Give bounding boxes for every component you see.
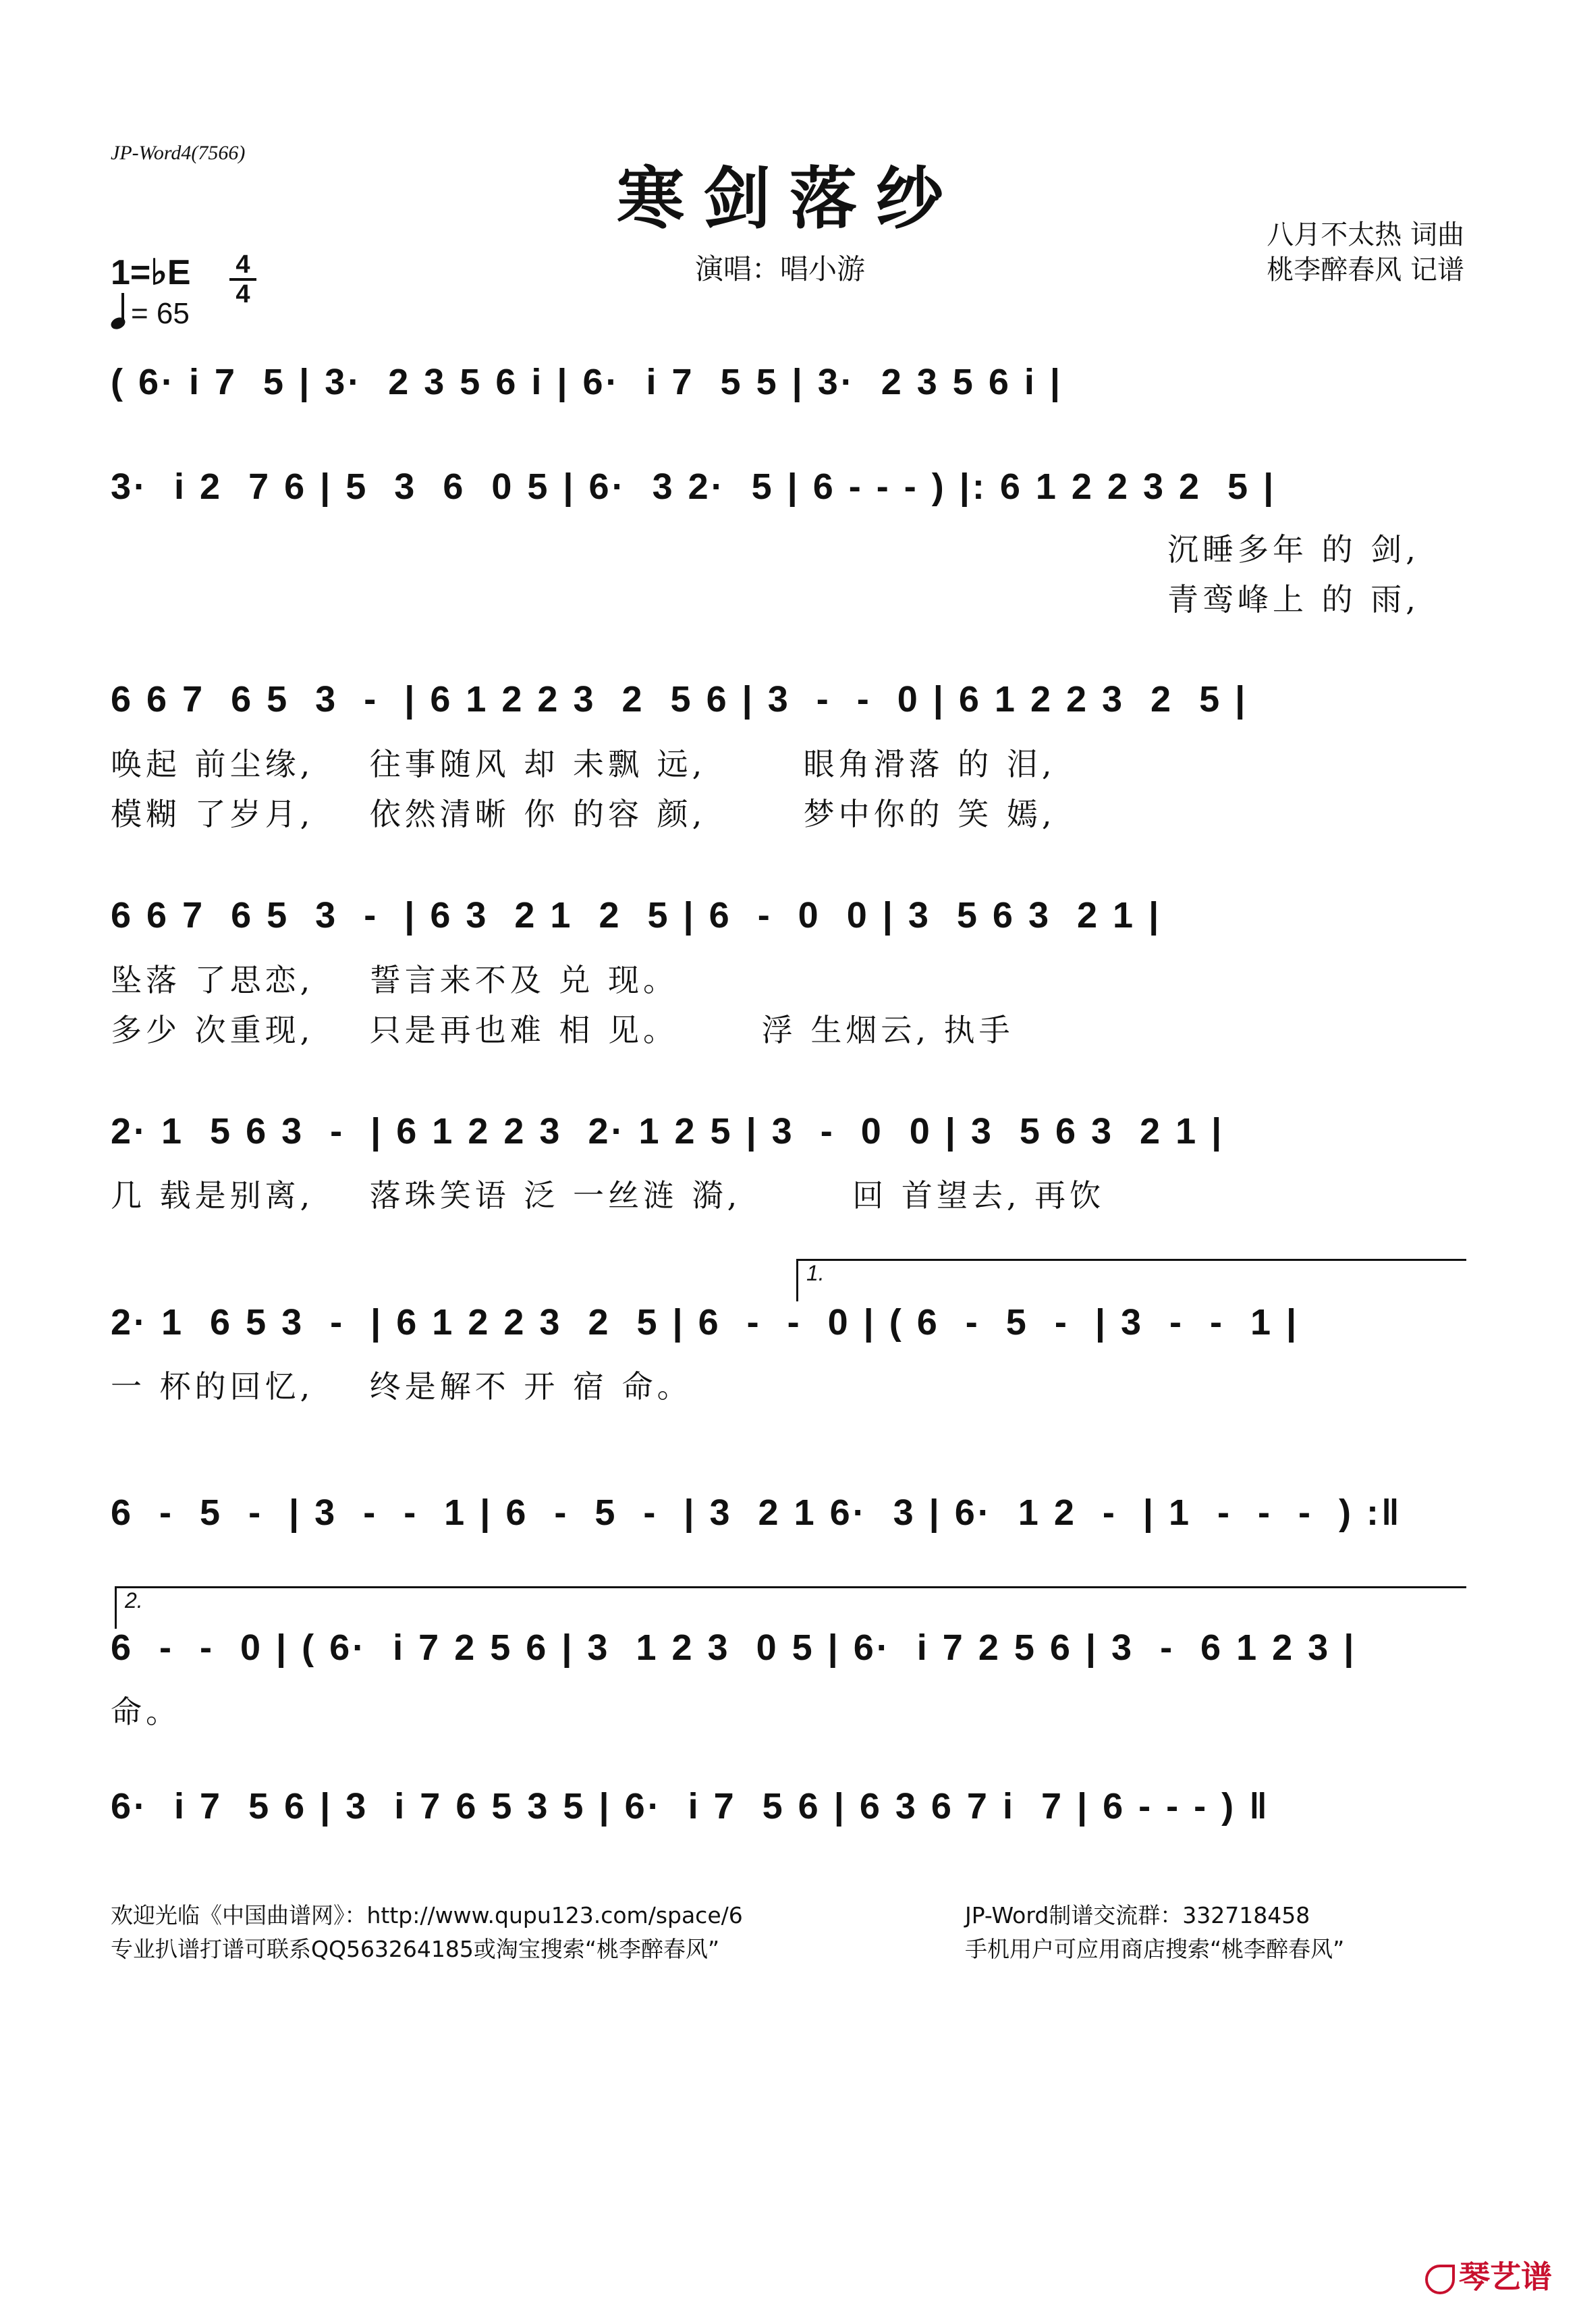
time-signature [229, 252, 256, 306]
lyric-system-3-verse-1: 唤起 前尘缘, 往事随风 却 未飘 远, 眼角滑落 的 泪, [111, 746, 1056, 782]
tempo-value: = 65 [131, 297, 190, 330]
site-watermark [1425, 2252, 1552, 2297]
lyric-system-6: 一 杯的回忆, 终是解不 开 宿 命。 [111, 1368, 692, 1405]
music-system-8: 6 - - 0 | ( 6· i 7 2 5 6 | 3 1 2 3 0 5 | 6· i 7 2 5 6 | 3 - 6 1 2 3 | [111, 1627, 1357, 1668]
lyric-system-4-verse-2: 多少 次重现, 只是再也难 相 见。 浮 生烟云, 执手 [111, 1012, 1014, 1048]
watermark-logo-icon [1425, 2265, 1455, 2294]
music-system-1: ( 6· i 7 5 | 3· 2 3 5 6 i | 6· i 7 5 5 | 3· 2 3 5 6 i | [111, 362, 1063, 402]
lyric-system-3-verse-2: 模糊 了岁月, 依然清晰 你 的容 颜, 梦中你的 笑 嫣, [111, 796, 1056, 832]
key-signature: 1=♭E [111, 253, 191, 292]
song-title: 寒剑落纱 [617, 159, 962, 238]
credit-transcriber: 桃李醉春风 记谱 [1267, 254, 1464, 286]
lyric-system-5: 几 载是别离, 落珠笑语 泛 一丝涟 漪, 回 首望去, 再饮 [111, 1177, 1105, 1214]
footer-website: 欢迎光临《中国曲谱网》：http://www.qupu123.com/space/6 [111, 1902, 743, 1928]
volta-first-label: 1. [806, 1261, 825, 1285]
quarter-note-icon [109, 315, 128, 331]
lyric-system-2-verse-1: 沉睡多年 的 剑, [1167, 531, 1420, 568]
volta-second-ending [115, 1586, 1466, 1629]
music-system-6: 2· 1 6 5 3 - | 6 1 2 2 3 2 5 | 6 - - 0 | ( 6 - 5 - | 3 - - 1 | [111, 1302, 1300, 1343]
quarter-note-stem [121, 293, 124, 325]
time-signature-top: 4 [236, 250, 250, 279]
software-tag: JP-Word4(7566) [111, 142, 246, 164]
music-system-4: 6 6 7 6 5 3 - | 6 3 2 1 2 5 | 6 - 0 0 | 3 5 6 3 2 1 | [111, 895, 1162, 936]
time-signature-bottom: 4 [236, 280, 250, 308]
footer-mobile: 手机用户可应用商店搜索“桃李醉春风” [965, 1936, 1345, 1962]
credit-lyrics-composer: 八月不太热 词曲 [1267, 219, 1464, 250]
music-system-7: 6 - 5 - | 3 - - 1 | 6 - 5 - | 3 2 1 6· 3 | 6· 1 2 - | 1 - - - ) :‖ [111, 1492, 1402, 1533]
singer-credit: 演唱：唱小游 [695, 252, 866, 286]
lyric-system-8: 命。 [111, 1694, 181, 1730]
music-system-2: 3· i 2 7 6 | 5 3 6 0 5 | 6· 3 2· 5 | 6 - - - ) |: 6 1 2 2 3 2 5 | [111, 466, 1277, 507]
footer-contact: 专业扒谱打谱可联系QQ563264185或淘宝搜索“桃李醉春风” [111, 1936, 720, 1962]
volta-second-label: 2. [125, 1588, 143, 1613]
music-system-3: 6 6 7 6 5 3 - | 6 1 2 2 3 2 5 6 | 3 - - 0 | 6 1 2 2 3 2 5 | [111, 679, 1248, 720]
volta-first-ending [796, 1259, 1466, 1301]
lyric-system-4-verse-1: 坠落 了思恋, 誓言来不及 兑 现。 [111, 962, 678, 998]
music-system-9: 6· i 7 5 6 | 3 i 7 6 5 3 5 | 6· i 7 5 6 | 6 3 6 7 i 7 | 6 - - - ) ‖ [111, 1786, 1270, 1827]
watermark-text: 琴艺谱 [1459, 2259, 1552, 2295]
music-system-5: 2· 1 5 6 3 - | 6 1 2 2 3 2· 1 2 5 | 3 - 0 0 | 3 5 6 3 2 1 | [111, 1111, 1225, 1152]
tempo-marking [111, 297, 190, 331]
lyric-system-2-verse-2: 青鸾峰上 的 雨, [1167, 581, 1420, 618]
footer-group: JP-Word制谱交流群：332718458 [965, 1902, 1310, 1928]
